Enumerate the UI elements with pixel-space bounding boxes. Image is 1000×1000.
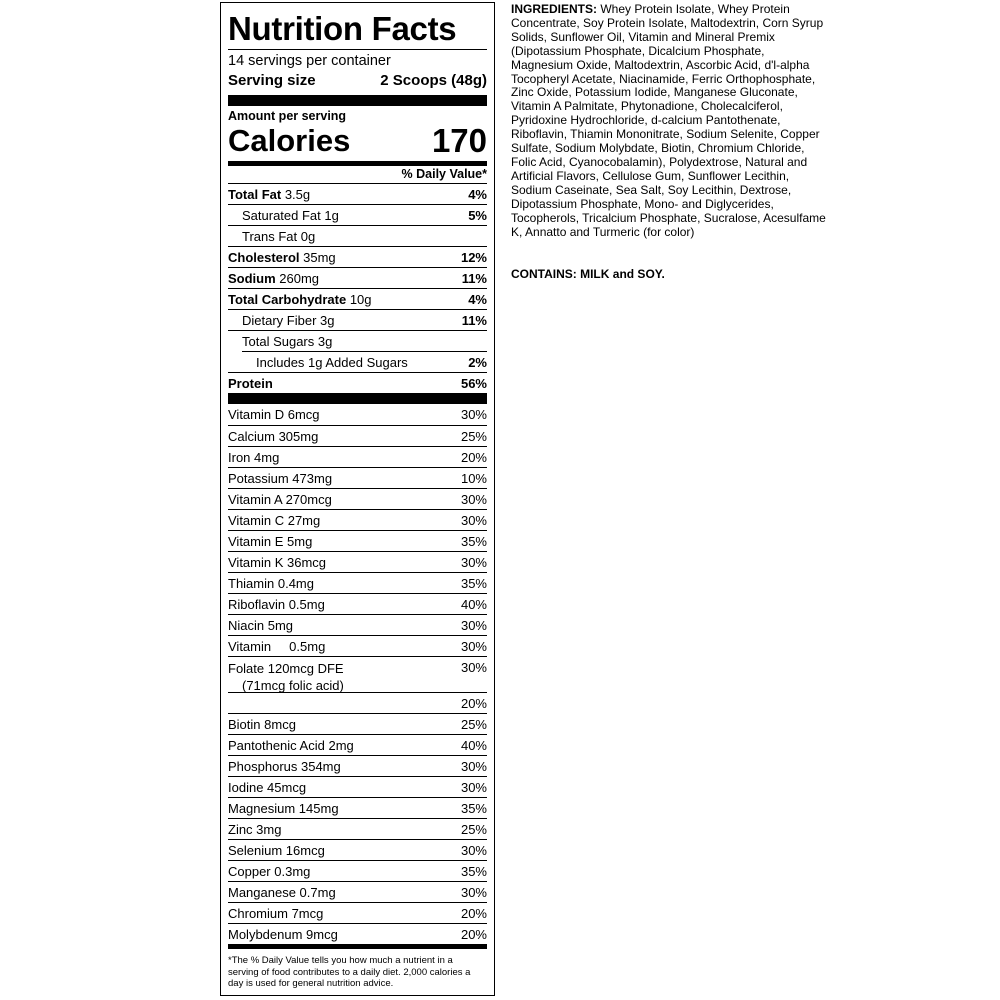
- vitamin-row: [228, 734, 487, 755]
- vitamin-name-text: Calcium 305mg: [228, 428, 319, 444]
- vitamin-percent: 40%: [460, 596, 487, 612]
- vitamin-name: [228, 639, 325, 654]
- nutrient-amount: 35mg: [299, 249, 336, 265]
- vitamin-name-text: Copper 0.3mg: [228, 863, 311, 879]
- calories-label: Calories: [228, 123, 351, 158]
- ingredients-text: Whey Protein Isolate, Whey Protein Concentrate, Soy Protein Isolate, Maltodextrin, Corn Syrup Solids, Sunflower Oil, Vitamin and Mineral Premix (Dipotassium Phosphate, Dicalcium Phosphate, Magnesium Oxide, Maltodextrin, Ascorbic Acid, d'l-alpha Tocopheryl Acetate, Niacinamide, Ferric Orthophosphate, Zinc Oxide, Potassium Iodide, Manganese Gluconate, Vitamin A Palmitate, Phytonadione, Cholecalciferol, Pyridoxine Hydrochloride, d-calcium Pantothenate, Riboflavin, Thiamin Mononitrate, Sodium Selenite, Copper Sulfate, Sodium Molybdate, Biotin, Chromium Chloride, Folic Acid, Cyanocobalamin), Polydextrose, Natural and Artificial Flavors, Cellulose Gum, Sunflower Lecithin, Sodium Caseinate, Sea Salt, Soy Lecithin, Dextrose, Dipotassium Phosphate, Mono- and Diglycerides, Tocopherols, Tricalcium Phosphate, Sucralose, Acesulfame K, Annatto and Turmeric (for color): [511, 2, 826, 239]
- vitamin-name: [228, 885, 336, 900]
- vitamin-name-text: Folate 120mcg DFE: [228, 661, 344, 676]
- nutrient-name: Dietary Fiber 3g: [242, 312, 335, 328]
- divider: [228, 49, 487, 50]
- vitamin-row: [228, 572, 487, 593]
- vitamin-name-text: Vitamin D 6mcg: [228, 407, 320, 422]
- vitamin-name-text: Riboflavin 0.5mg: [228, 596, 325, 612]
- nutrient-percent: 56%: [460, 375, 487, 391]
- vitamin-percent: 30%: [460, 512, 487, 528]
- vitamin-name-text: Potassium 473mg: [228, 470, 333, 486]
- vitamin-percent: 30%: [460, 779, 487, 795]
- vitamin-percent: 10%: [460, 470, 487, 486]
- vitamin-row: [228, 425, 487, 446]
- nutrient-amount: 3.5g: [281, 186, 311, 202]
- calories-value: 170: [431, 122, 487, 159]
- vitamin-row: [228, 692, 487, 713]
- vitamin-row: [228, 923, 487, 944]
- thick-divider: [228, 393, 487, 404]
- vitamin-name-text: Molybdenum 9mcg: [228, 926, 338, 942]
- vitamin-name-text: Iodine 45mcg: [228, 779, 307, 795]
- vitamin-name: [228, 822, 281, 837]
- nutrition-facts-panel: [220, 2, 495, 996]
- vitamin-name-text: Thiamin 0.4mg: [228, 575, 314, 591]
- nutrition-facts-title: Nutrition Facts: [228, 10, 457, 47]
- vitamin-name: [228, 555, 326, 570]
- vitamin-name-text: Vitamin A 270mcg: [228, 491, 332, 507]
- serving-size-row: [228, 71, 487, 90]
- vitamin-percent: 30%: [460, 407, 487, 422]
- allergen-statement: CONTAINS: MILK and SOY.: [511, 267, 665, 281]
- vitamin-name: [228, 843, 325, 858]
- medium-divider: [228, 944, 487, 949]
- vitamin-percent: 30%: [460, 758, 487, 774]
- vitamin-row: [228, 839, 487, 860]
- vitamin-row: [228, 713, 487, 734]
- nutrient-row-cholesterol: [228, 246, 487, 267]
- ingredients-label: INGREDIENTS:: [511, 2, 598, 16]
- vitamin-row: [228, 593, 487, 614]
- nutrient-percent: 4%: [468, 186, 487, 202]
- vitamin-name: [228, 597, 325, 612]
- nutrient-row-dietary-fiber: [228, 309, 487, 330]
- vitamin-name-text: Manganese 0.7mg: [228, 884, 336, 900]
- daily-value-footnote: *The % Daily Value tells you how much a nutrient in a serving of food contributes to a daily diet. 2,000 calories a day is used for general nutrition advice.: [228, 955, 471, 989]
- vitamin-row: [228, 776, 487, 797]
- vitamin-percent: 20%: [460, 449, 487, 465]
- nutrient-percent: 12%: [460, 249, 487, 265]
- vitamin-name: [228, 864, 310, 879]
- vitamin-row: [228, 755, 487, 776]
- nutrient-row-trans-fat: [228, 225, 487, 246]
- nutrient-name: Total Sugars 3g: [242, 333, 333, 349]
- vitamin-name: [228, 801, 339, 816]
- vitamin-percent: 20%: [460, 905, 487, 921]
- vitamin-name-text: Zinc 3mg: [228, 821, 282, 837]
- vitamin-name: [228, 513, 320, 528]
- vitamin-name: [228, 450, 279, 465]
- nutrient-percent: 2%: [468, 354, 487, 370]
- vitamin-name-text: Selenium 16mcg: [228, 842, 325, 858]
- vitamin-name: [228, 780, 306, 795]
- calories-row: [228, 124, 487, 161]
- nutrient-row-added-sugars: [242, 351, 487, 372]
- vitamin-name-text: Niacin 5mg: [228, 617, 294, 633]
- vitamin-percent: 25%: [460, 428, 487, 444]
- vitamin-percent: 35%: [460, 533, 487, 549]
- nutrient-row-saturated-fat: [228, 204, 487, 225]
- vitamin-row: [228, 509, 487, 530]
- nutrient-name: Protein: [228, 375, 273, 391]
- vitamin-row: [228, 614, 487, 635]
- vitamin-row: [228, 404, 487, 425]
- nutrient-percent: 4%: [468, 291, 487, 307]
- vitamin-percent: 25%: [460, 716, 487, 732]
- vitamin-percent: 30%: [460, 884, 487, 900]
- vitamin-row: [228, 902, 487, 923]
- serving-size-value: 2 Scoops (48g): [380, 72, 487, 89]
- vitamin-name-text: Vitamin 0.5mg: [228, 638, 326, 654]
- vitamin-row: [228, 551, 487, 572]
- vitamin-name: [228, 660, 344, 694]
- vitamin-name-text: Iron 4mg: [228, 449, 280, 465]
- amount-per-serving: Amount per serving: [228, 109, 347, 123]
- vitamin-name-text: Vitamin E 5mg: [228, 533, 313, 549]
- nutrient-percent: 11%: [461, 312, 487, 328]
- nutrient-name: Total Fat: [228, 186, 282, 202]
- nutrient-name: Trans Fat 0g: [242, 228, 316, 244]
- vitamin-name-text: Pantothenic Acid 2mg: [228, 737, 354, 753]
- vitamin-percent: 40%: [460, 737, 487, 753]
- vitamin-percent: 30%: [460, 554, 487, 570]
- vitamin-name: [228, 407, 320, 422]
- vitamin-name: [228, 717, 296, 732]
- nutrient-row-total-fat: [228, 183, 487, 204]
- nutrient-amount: 260mg: [275, 270, 320, 286]
- vitamin-percent: 30%: [460, 842, 487, 858]
- vitamin-percent: 35%: [460, 575, 487, 591]
- nutrient-name: Cholesterol: [228, 249, 300, 265]
- nutrient-name: Includes 1g Added Sugars: [256, 354, 408, 370]
- vitamin-row: [228, 530, 487, 551]
- vitamin-row: [228, 881, 487, 902]
- vitamin-name: [228, 492, 332, 507]
- vitamin-percent: 35%: [460, 800, 487, 816]
- servings-per-container: 14 servings per container: [228, 53, 391, 69]
- thick-divider: [228, 95, 487, 106]
- nutrient-percent: 5%: [468, 207, 487, 223]
- nutrient-row-total-carbohydrate: [228, 288, 487, 309]
- nutrient-row-sodium: [228, 267, 487, 288]
- nutrient-name: Sodium: [228, 270, 276, 286]
- vitamin-name: [228, 429, 318, 444]
- vitamin-name: [228, 534, 312, 549]
- vitamin-name: [228, 618, 293, 633]
- vitamin-percent: 30%: [460, 491, 487, 507]
- vitamin-name: [228, 576, 314, 591]
- vitamin-row: [228, 488, 487, 509]
- ingredients-statement: [511, 3, 826, 239]
- vitamin-name-text: Biotin 8mcg: [228, 716, 296, 732]
- vitamin-name-text: Phosphorus 354mg: [228, 758, 341, 774]
- vitamin-row: [228, 446, 487, 467]
- vitamin-percent: 20%: [460, 926, 487, 942]
- vitamin-name-text: Chromium 7mcg: [228, 905, 324, 921]
- vitamin-name: [228, 738, 354, 753]
- nutrient-row-total-sugars: [228, 330, 487, 351]
- vitamin-percent: 20%: [460, 695, 487, 711]
- vitamin-row: [228, 797, 487, 818]
- vitamin-name: [228, 906, 323, 921]
- vitamin-name: [228, 759, 341, 774]
- vitamin-percent: 30%: [460, 638, 487, 654]
- vitamin-mineral-list: [228, 404, 487, 944]
- nutrient-name: Saturated Fat 1g: [242, 207, 339, 223]
- nutrient-percent: 11%: [461, 270, 487, 286]
- vitamin-percent: 30%: [460, 617, 487, 633]
- nutrient-name: Total Carbohydrate: [228, 291, 347, 307]
- serving-size-label: Serving size: [228, 72, 316, 89]
- vitamin-percent: 30%: [460, 660, 487, 675]
- nutrient-amount: 10g: [346, 291, 372, 307]
- vitamin-name-text: Vitamin K 36mcg: [228, 554, 327, 570]
- vitamin-name-text: Vitamin C 27mg: [228, 512, 321, 528]
- vitamin-percent: 25%: [460, 821, 487, 837]
- daily-value-header: % Daily Value*: [401, 167, 487, 181]
- vitamin-row: [228, 467, 487, 488]
- vitamin-row: [228, 656, 487, 692]
- vitamin-row: [228, 860, 487, 881]
- nutrient-row-protein: [228, 372, 487, 393]
- vitamin-name-text: Magnesium 145mg: [228, 800, 339, 816]
- vitamin-name-subtext: (71mcg folic acid): [242, 678, 344, 693]
- vitamin-row: [228, 818, 487, 839]
- vitamin-percent: 35%: [460, 863, 487, 879]
- vitamin-row: [228, 635, 487, 656]
- vitamin-name: [228, 471, 332, 486]
- vitamin-name: [228, 927, 338, 942]
